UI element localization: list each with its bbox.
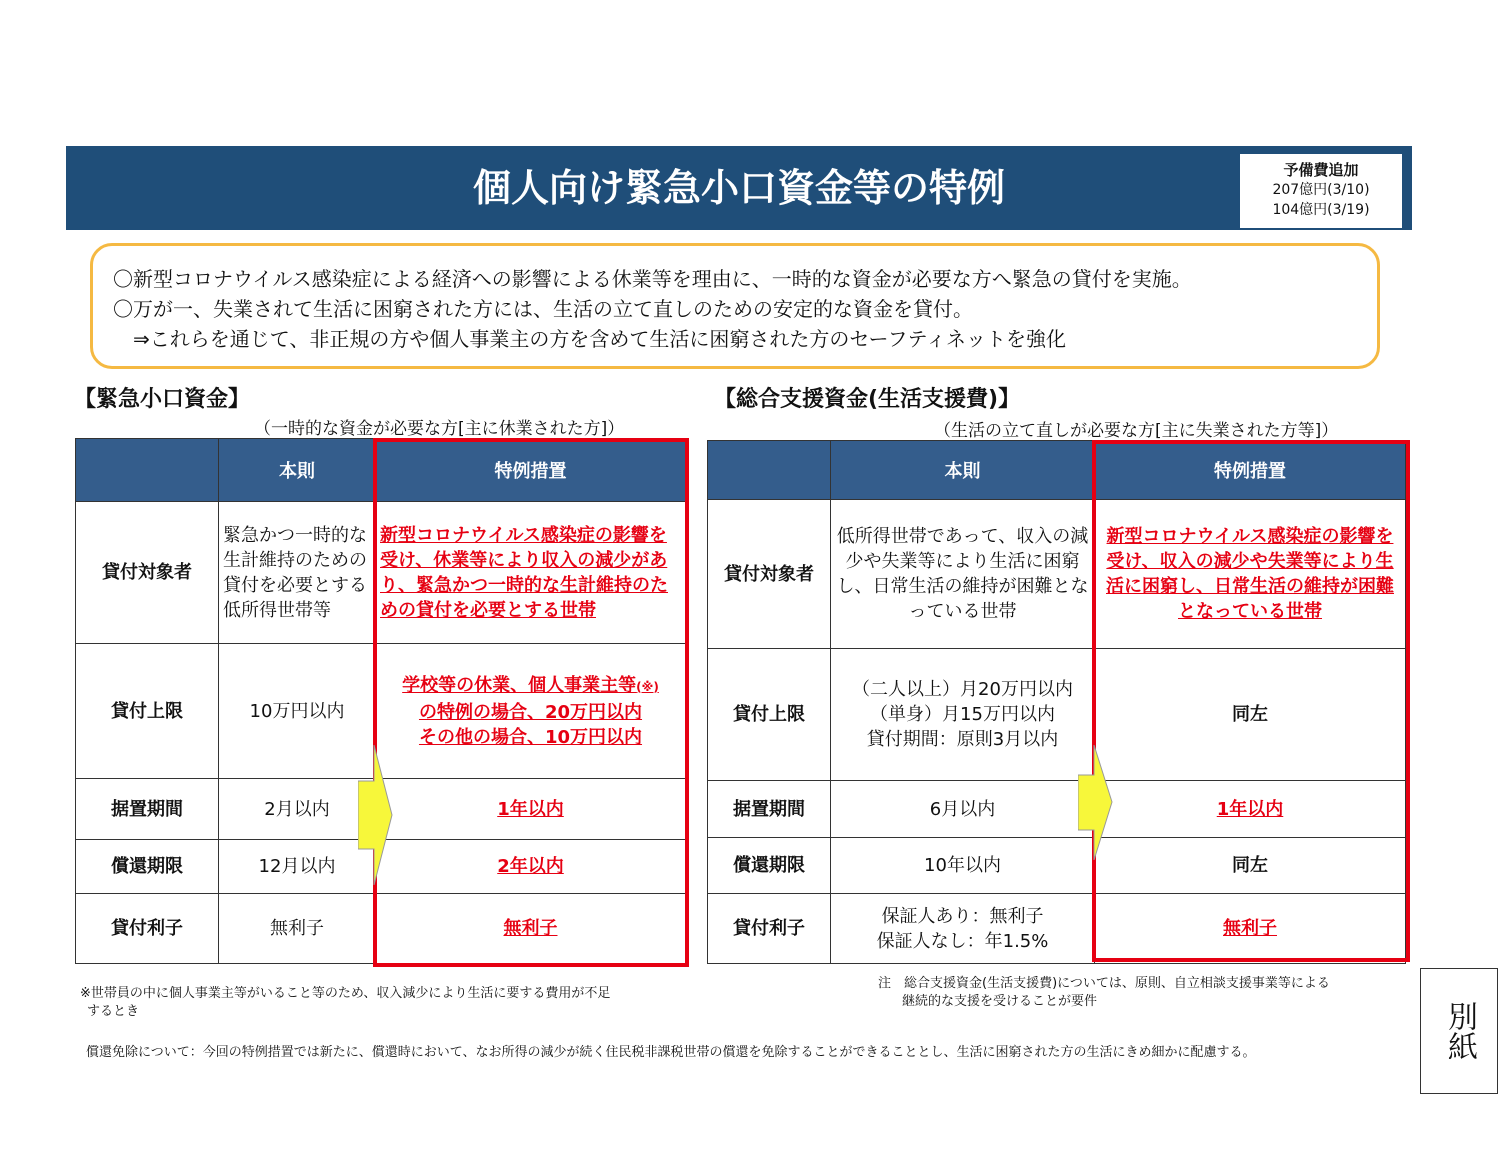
right-row-rule <box>831 894 1095 964</box>
right-interest-rule-a: 保証人あり：無利子 <box>881 905 1044 927</box>
left-limit-special-mark: (※) <box>636 679 659 694</box>
left-note <box>80 985 610 1021</box>
left-row-rule: 緊急かつ一時的な生計維持のための貸付を必要とする低所得世帯等 <box>219 502 376 644</box>
right-special-highlight <box>1092 440 1410 962</box>
left-special-highlight <box>373 438 689 967</box>
right-row-special: 無利子 <box>1095 894 1406 964</box>
left-row-special: 新型コロナウイルス感染症の影響を受け、休業等により収入の減少があり、緊急かつ一時的な生計維持のための貸付を必要とする世帯 <box>376 502 686 644</box>
left-row-special: 2年以内 <box>376 840 686 894</box>
budget-box <box>1238 152 1404 230</box>
summary-line-2: 〇万が一、失業されて生活に困窮された方には、生活の立て直しのための安定的な資金を貸付。 <box>113 297 973 321</box>
summary-line-1: 〇新型コロナウイルス感染症による経済への影響による休業等を理由に、一時的な資金が必要な方へ緊急の貸付を実施。 <box>113 267 1192 291</box>
budget-amount-1: 207億円(3/10) <box>1272 182 1370 198</box>
right-row-label: 貸付対象者 <box>708 500 831 649</box>
attachment-stamp <box>1420 968 1498 1094</box>
left-header-special: 特例措置 <box>376 439 686 502</box>
budget-amount-2: 104億円(3/19) <box>1272 202 1370 218</box>
summary-line-3: ⇒これらを通じて、非正規の方や個人事業主の方を含めて生活に困窮された方のセーフティネットを強化 <box>113 327 1066 351</box>
right-row-label: 据置期間 <box>708 781 831 838</box>
left-header-rule: 本則 <box>219 439 376 502</box>
footer-note: 償還免除について：今回の特例措置では新たに、償還時において、なお所得の減少が続く住民税非課税世帯の償還を免除することができることとし、生活に困窮された方の生活にきめ細かに配慮する。 <box>86 1045 1256 1060</box>
left-note-line-2: するとき <box>87 1004 140 1019</box>
left-arrow-icon <box>358 745 394 885</box>
left-row-special: 1年以内 <box>376 779 686 840</box>
left-row-label: 据置期間 <box>76 779 219 840</box>
right-limit-rule-b: （単身）月15万円以内 <box>870 704 1055 725</box>
right-row-rule <box>831 649 1095 781</box>
right-row-special: 1年以内 <box>1095 781 1406 838</box>
summary-box <box>90 243 1380 369</box>
left-note-line-1: ※世帯員の中に個人事業主等がいること等のため、収入減少により生活に要する費用が不足 <box>80 986 611 1001</box>
right-row-label: 償還期限 <box>708 838 831 894</box>
left-section-title: 【緊急小口資金】 <box>74 387 251 412</box>
left-row-label: 貸付対象者 <box>76 502 219 644</box>
right-row-special: 同左 <box>1095 649 1406 781</box>
right-row-label: 貸付利子 <box>708 894 831 964</box>
page-title: 個人向け緊急小口資金等の特例 <box>472 166 1005 210</box>
right-limit-rule-c: 貸付期間：原則3月以内 <box>866 729 1059 750</box>
right-note-line-1: 注 総合支援資金(生活支援費)については、原則、自立相談支援事業等による <box>878 976 1330 991</box>
right-row-label: 貸付上限 <box>708 649 831 781</box>
left-row-label: 償還期限 <box>76 840 219 894</box>
left-row-rule: 10万円以内 <box>219 644 376 779</box>
right-row-special: 新型コロナウイルス感染症の影響を受け、収入の減少や失業等により生活に困窮し、日常生活の維持が困難となっている世帯 <box>1095 500 1406 649</box>
left-row-special: 無利子 <box>376 894 686 964</box>
left-limit-special-b: の特例の場合、20万円以内 <box>418 701 643 723</box>
right-note <box>878 975 1330 1011</box>
right-interest-rule-b: 保証人なし：年1.5% <box>876 930 1049 952</box>
left-row-rule: 12月以内 <box>219 840 376 894</box>
left-row-label: 貸付利子 <box>76 894 219 964</box>
right-row-rule: 10年以内 <box>831 838 1095 894</box>
budget-label: 予備費追加 <box>1283 161 1359 179</box>
right-limit-rule-a: （二人以上）月20万円以内 <box>852 679 1073 700</box>
left-row-rule: 2月以内 <box>219 779 376 840</box>
right-row-rule: 低所得世帯であって、収入の減少や失業等により生活に困窮し、日常生活の維持が困難となっている世帯 <box>831 500 1095 649</box>
right-header-rule: 本則 <box>831 441 1095 500</box>
right-row-rule: 6月以内 <box>831 781 1095 838</box>
right-section-subtitle: （生活の立て直しが必要な方[主に失業された方等]） <box>934 421 1339 441</box>
left-header-blank <box>76 439 219 502</box>
left-limit-special-a: 学校等の休業、個人事業主等 <box>402 674 637 696</box>
right-header-blank <box>708 441 831 500</box>
right-section-title: 【総合支援資金(生活支援費)】 <box>714 387 1021 412</box>
right-row-special: 同左 <box>1095 838 1406 894</box>
right-header-special: 特例措置 <box>1095 441 1406 500</box>
left-row-rule: 無利子 <box>219 894 376 964</box>
attachment-stamp-label: 別紙 <box>1442 1001 1477 1061</box>
right-arrow-icon <box>1078 745 1114 860</box>
left-section-subtitle: （一時的な資金が必要な方[主に休業された方]） <box>254 419 625 439</box>
left-limit-special-c: その他の場合、10万円以内 <box>418 726 643 748</box>
left-row-label: 貸付上限 <box>76 644 219 779</box>
right-note-line-2: 継続的な支援を受けることが要件 <box>902 994 1098 1009</box>
title-bar <box>66 146 1412 230</box>
